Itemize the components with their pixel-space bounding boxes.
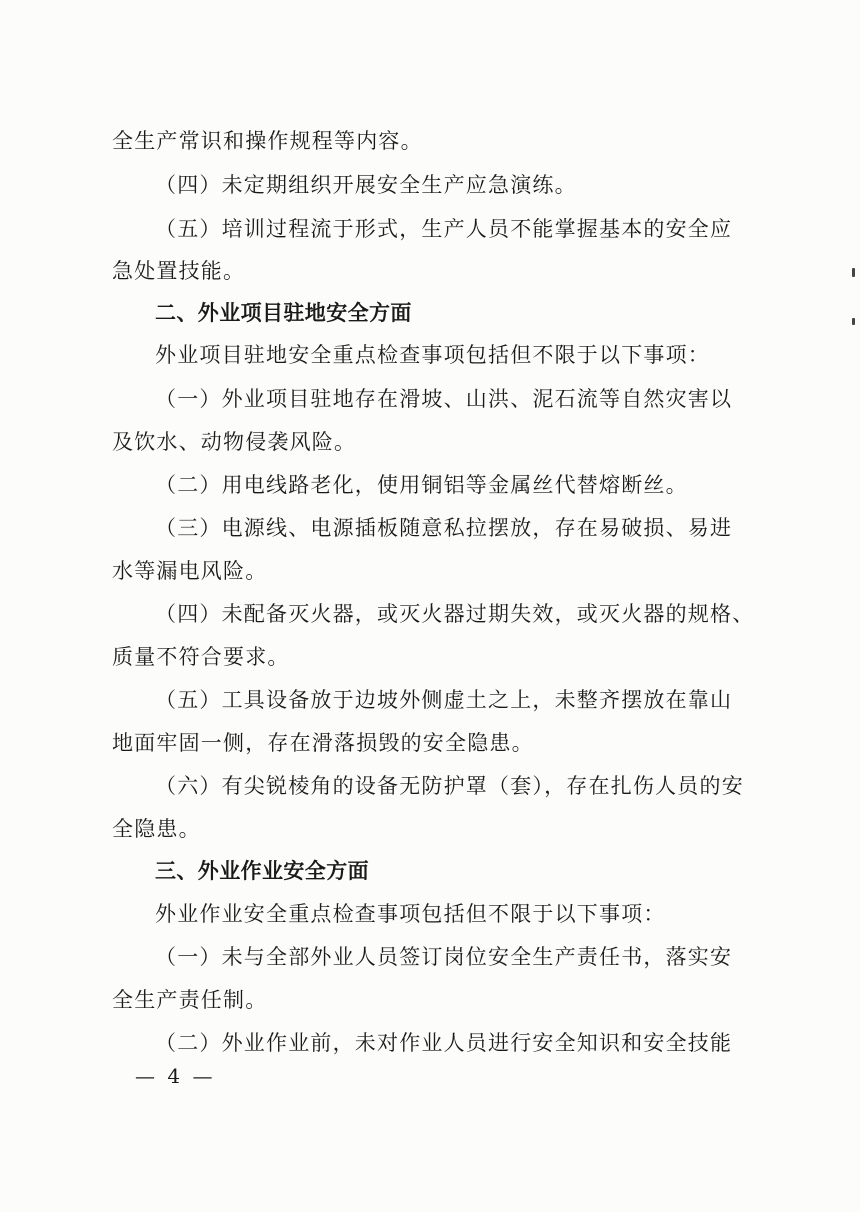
body-line: 外业项目驻地安全重点检查事项包括但不限于以下事项： — [155, 343, 710, 367]
body-line: （一）外业项目驻地存在滑坡、山洪、泥石流等自然灾害以 — [155, 387, 733, 411]
body-line: （二）外业作业前，未对作业人员进行安全知识和安全技能 — [155, 1031, 733, 1055]
body-line: 急处置技能。 — [112, 259, 246, 283]
body-line: （五）工具设备放于边坡外侧虚土之上，未整齐摆放在靠山 — [155, 688, 733, 712]
body-line: 质量不符合要求。 — [112, 645, 290, 669]
body-line: （五）培训过程流于形式，生产人员不能掌握基本的安全应 — [155, 217, 733, 241]
body-line: 全生产常识和操作规程等内容。 — [112, 129, 423, 153]
body-line: （三）电源线、电源插板随意私拉摆放，存在易破损、易进 — [155, 516, 733, 540]
body-line: 水等漏电风险。 — [112, 559, 268, 583]
scan-edge-mark — [852, 268, 855, 277]
body-line: （一）未与全部外业人员签订岗位安全生产责任书，落实安 — [155, 945, 733, 969]
body-line: 地面牢固一侧，存在滑落损毁的安全隐患。 — [112, 731, 534, 755]
body-line: 及饮水、动物侵袭风险。 — [112, 430, 357, 454]
body-line: 全生产责任制。 — [112, 988, 268, 1012]
body-line: （二）用电线路老化，使用铜铝等金属丝代替熔断丝。 — [155, 473, 688, 497]
section-heading: 二、外业项目驻地安全方面 — [155, 301, 412, 325]
body-line: 全隐患。 — [112, 817, 201, 841]
body-line: 外业作业安全重点检查事项包括但不限于以下事项： — [155, 902, 666, 926]
scan-edge-mark — [852, 318, 855, 325]
body-line: （四）未配备灭火器，或灭火器过期失效，或灭火器的规格、 — [155, 602, 755, 626]
body-line: （六）有尖锐棱角的设备无防护罩（套），存在扎伤人员的安 — [155, 774, 744, 798]
page-number: — 4 — — [135, 1064, 216, 1088]
body-line: （四）未定期组织开展安全生产应急演练。 — [155, 173, 577, 197]
section-heading: 三、外业作业安全方面 — [155, 859, 369, 883]
